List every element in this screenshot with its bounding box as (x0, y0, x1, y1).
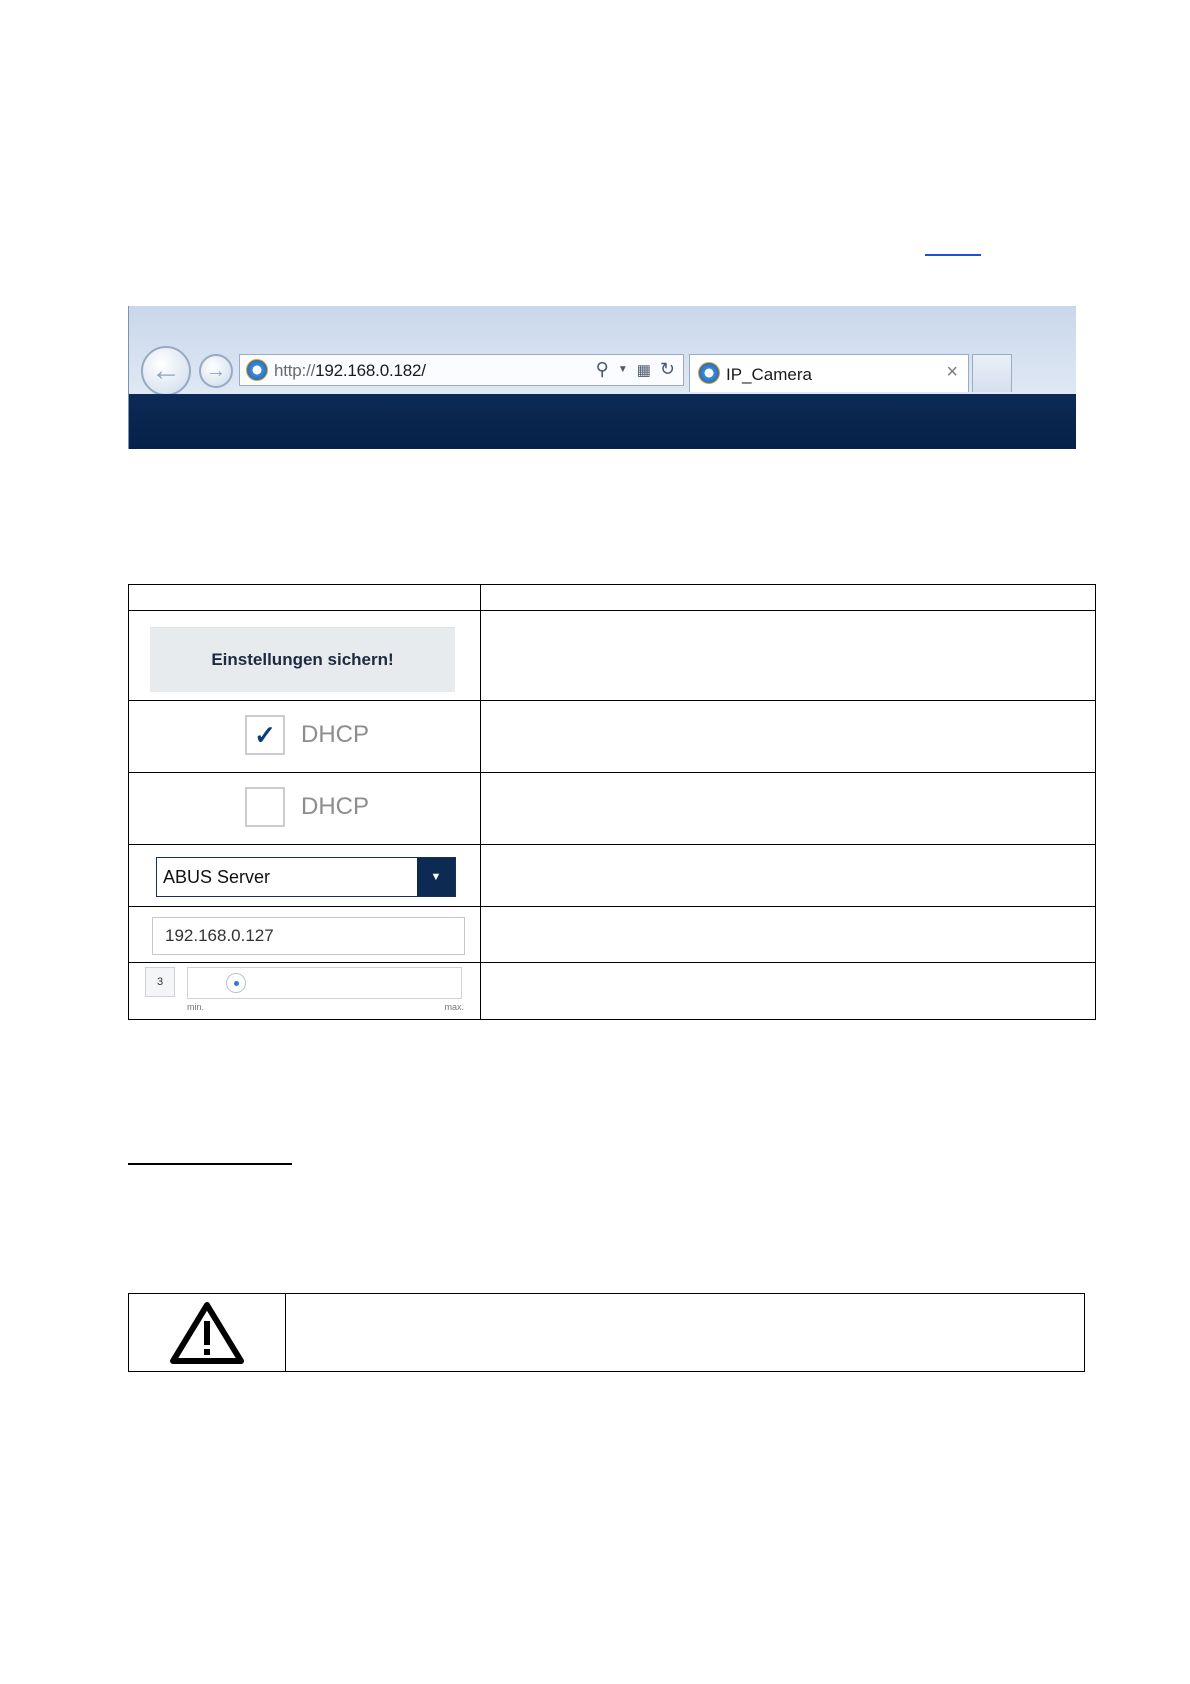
server-dropdown[interactable] (156, 857, 456, 897)
forward-arrow-icon[interactable]: → (199, 354, 233, 388)
heading-underline (128, 1163, 292, 1165)
chevron-down-icon[interactable]: ▼ (417, 858, 455, 896)
slider-max-label: max. (444, 1002, 464, 1012)
refresh-icon[interactable]: ↻ (659, 359, 675, 379)
slider-value: 3 (145, 967, 175, 997)
compatibility-view-icon[interactable]: ▦ (636, 361, 651, 379)
slider-min-label: min. (187, 1002, 205, 1012)
table-header-row (129, 585, 1096, 611)
slider-track[interactable] (187, 967, 462, 999)
header-cell (129, 585, 481, 611)
ip-address-input[interactable]: 192.168.0.127 (152, 917, 465, 955)
description-cell (481, 611, 1096, 701)
table-row (129, 963, 1096, 1020)
dropdown-icon[interactable]: ▼ (617, 364, 628, 375)
dhcp-checkbox-unchecked[interactable] (245, 787, 285, 827)
table-row (129, 773, 1096, 845)
address-bar[interactable] (239, 354, 684, 386)
back-arrow-icon[interactable]: ← (141, 346, 191, 396)
dhcp-checkbox-checked[interactable] (245, 715, 285, 755)
ie-logo-icon (698, 362, 720, 384)
table-row (129, 907, 1096, 963)
table-row (129, 701, 1096, 773)
header-cell (481, 585, 1096, 611)
slider-handle[interactable] (226, 973, 246, 993)
browser-screenshot (128, 306, 1076, 449)
link-underline[interactable] (925, 254, 981, 256)
warning-triangle-icon (129, 1294, 285, 1371)
dropdown-value: ABUS Server (163, 867, 271, 887)
close-icon[interactable]: × (946, 361, 958, 383)
checkmark-icon: ✓ (254, 719, 276, 750)
description-cell (481, 845, 1096, 907)
table-row (129, 845, 1096, 907)
search-icon[interactable]: ⚲ (595, 359, 609, 379)
page-content-area (129, 394, 1076, 449)
description-cell (481, 701, 1096, 773)
warning-box (128, 1293, 1085, 1372)
description-cell (481, 773, 1096, 845)
url-text: http://192.168.0.182/ (274, 361, 426, 380)
new-tab-button[interactable] (972, 354, 1012, 392)
warning-text-cell (286, 1294, 1085, 1372)
controls-table (128, 584, 1096, 1020)
dhcp-label: DHCP (301, 721, 370, 748)
dhcp-label: DHCP (301, 793, 370, 820)
description-cell (481, 963, 1096, 1020)
tab-title: IP_Camera (726, 365, 812, 384)
ie-logo-icon (246, 359, 268, 381)
save-settings-button[interactable]: Einstellungen sichern! (150, 627, 455, 692)
table-row (129, 611, 1096, 701)
description-cell (481, 907, 1096, 963)
browser-tab[interactable] (689, 354, 969, 392)
